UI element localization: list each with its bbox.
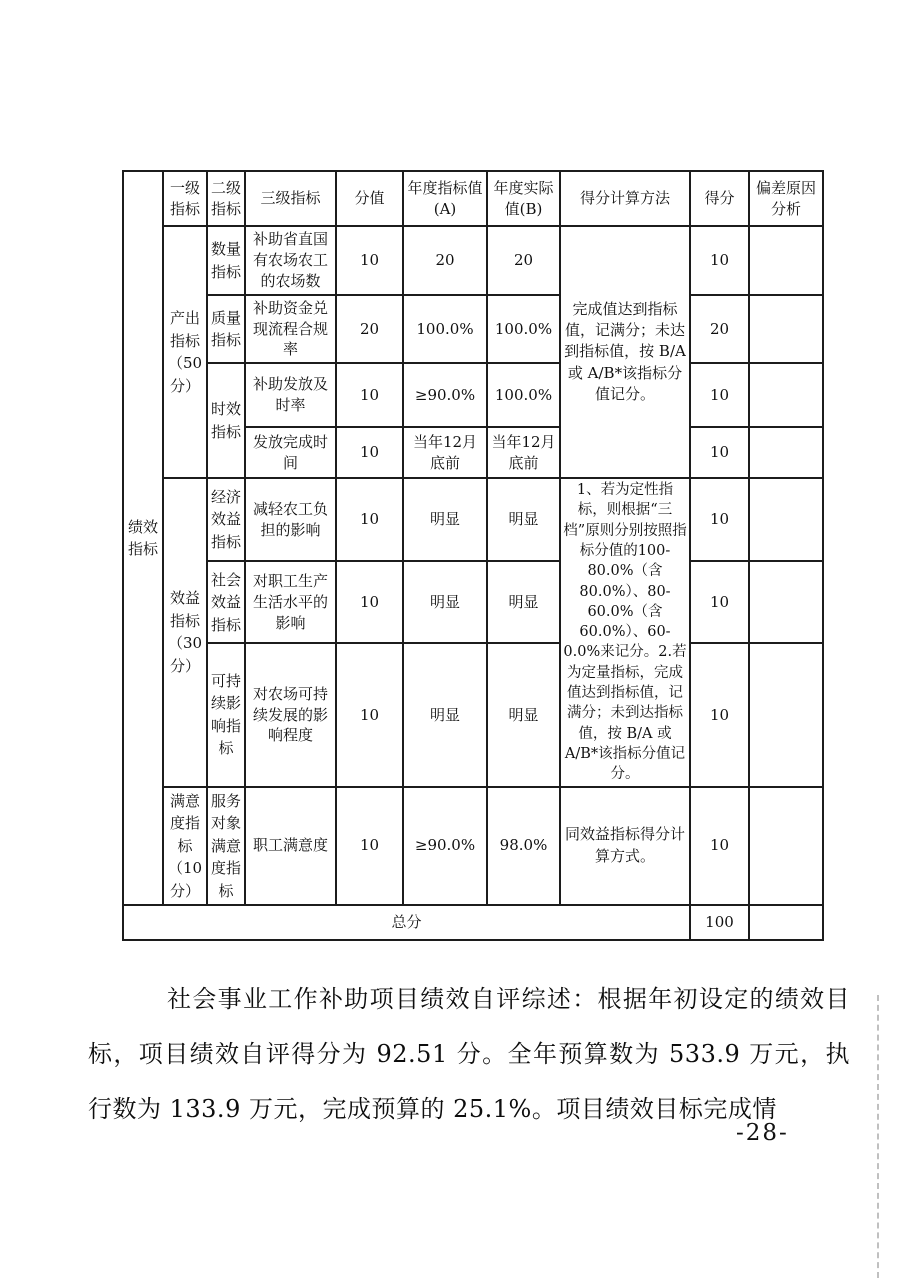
- cell-score: 10: [690, 226, 749, 295]
- cell-score-value: 20: [336, 295, 403, 363]
- group-satisfaction-indicator: 满意度指标（10分）: [163, 787, 207, 906]
- table-total-row: [123, 905, 823, 940]
- cell-annual-target: ≥90.0%: [403, 787, 487, 906]
- cell-level2: 可持续影响指标: [207, 643, 245, 786]
- cell-calc-method-output: 完成值达到指标值，记满分；未达到指标值，按 B/A 或 A/B*该指标分值记分。: [560, 226, 690, 478]
- header-score-value: 分值: [336, 171, 403, 226]
- group-output-indicator: 产出指标（50分）: [163, 226, 207, 478]
- header-score: 得分: [690, 171, 749, 226]
- header-level3: 三级指标: [245, 171, 336, 226]
- cell-level3: 对农场可持续发展的影响程度: [245, 643, 336, 786]
- cell-score-value: 10: [336, 226, 403, 295]
- cell-annual-target: 当年12月底前: [403, 427, 487, 478]
- cell-annual-target: 100.0%: [403, 295, 487, 363]
- cell-score-value: 10: [336, 478, 403, 561]
- table-header-row: [123, 171, 823, 226]
- cell-score: 10: [690, 478, 749, 561]
- cell-level3: 补助发放及时率: [245, 363, 336, 427]
- table-row: [123, 561, 823, 643]
- table-row: [123, 226, 823, 295]
- cell-annual-actual: 明显: [487, 561, 560, 643]
- cell-level3: 职工满意度: [245, 787, 336, 906]
- cell-annual-target: 明显: [403, 561, 487, 643]
- cell-level2: 质量指标: [207, 295, 245, 363]
- cell-annual-actual: 明显: [487, 478, 560, 561]
- cell-annual-actual: 98.0%: [487, 787, 560, 906]
- cell-deviation: [749, 478, 823, 561]
- cell-deviation: [749, 226, 823, 295]
- cell-score-value: 10: [336, 643, 403, 786]
- cell-annual-actual: 明显: [487, 643, 560, 786]
- page-number: -28-: [736, 1120, 789, 1146]
- cell-annual-target: 明显: [403, 478, 487, 561]
- cell-calc-method-benefit: 1、若为定性指标，则根据“三档”原则分别按照指标分值的100-80.0%（含80.0%）、80-60.0%（含60.0%）、60-0.0%来记分。2.若为定量指标，完成值达到指标值，记满分；未到达指标值，按 B/A 或 A/B*该指标分值记分。: [560, 478, 690, 786]
- cell-level3: 对职工生产生活水平的影响: [245, 561, 336, 643]
- table-row: [123, 478, 823, 561]
- cell-score: 10: [690, 643, 749, 786]
- cell-score-value: 10: [336, 561, 403, 643]
- cell-score-value: 10: [336, 787, 403, 906]
- table-row: [123, 363, 823, 427]
- group-benefit-indicator: 效益指标（30分）: [163, 478, 207, 786]
- total-score: 100: [690, 905, 749, 940]
- header-level1: 一级指标: [163, 171, 207, 226]
- cell-deviation: [749, 427, 823, 478]
- cell-score: 20: [690, 295, 749, 363]
- header-annual-actual: 年度实际值(B): [487, 171, 560, 226]
- cell-level3: 发放完成时间: [245, 427, 336, 478]
- cell-annual-target: ≥90.0%: [403, 363, 487, 427]
- cell-level2: 经济效益指标: [207, 478, 245, 561]
- cell-score: 10: [690, 787, 749, 906]
- table-row: [123, 643, 823, 786]
- table-row: [123, 295, 823, 363]
- header-level2: 二级指标: [207, 171, 245, 226]
- header-annual-target: 年度指标值(A): [403, 171, 487, 226]
- cell-deviation: [749, 643, 823, 786]
- cell-level2: 服务对象满意度指标: [207, 787, 245, 906]
- cell-deviation: [749, 905, 823, 940]
- cell-score: 10: [690, 363, 749, 427]
- cell-level2: 数量指标: [207, 226, 245, 295]
- header-calc-method: 得分计算方法: [560, 171, 690, 226]
- total-label: 总分: [123, 905, 690, 940]
- table-row: [123, 787, 823, 906]
- cell-annual-actual: 100.0%: [487, 295, 560, 363]
- performance-indicator-table: [122, 170, 824, 941]
- cell-level3: 补助资金兑现流程合规率: [245, 295, 336, 363]
- cell-deviation: [749, 363, 823, 427]
- cell-score-value: 10: [336, 427, 403, 478]
- cell-annual-actual: 100.0%: [487, 363, 560, 427]
- cell-annual-target: 明显: [403, 643, 487, 786]
- cell-deviation: [749, 787, 823, 906]
- side-label-performance-indicators: 绩效指标: [123, 171, 163, 905]
- cell-deviation: [749, 295, 823, 363]
- header-deviation: 偏差原因分析: [749, 171, 823, 226]
- cell-level3: 补助省直国有农场农工的农场数: [245, 226, 336, 295]
- cell-level3: 减轻农工负担的影响: [245, 478, 336, 561]
- cell-annual-actual: 20: [487, 226, 560, 295]
- self-evaluation-summary-paragraph: 社会事业工作补助项目绩效自评综述：根据年初设定的绩效目标，项目绩效自评得分为 92.51 分。全年预算数为 533.9 万元，执行数为 133.9 万元，完成预算的 25.1%。项目绩效目标完成情: [88, 985, 850, 1123]
- cell-calc-method-satisfaction: 同效益指标得分计算方式。: [560, 787, 690, 906]
- cell-score: 10: [690, 427, 749, 478]
- cell-score: 10: [690, 561, 749, 643]
- cell-annual-target: 20: [403, 226, 487, 295]
- cell-level2: 社会效益指标: [207, 561, 245, 643]
- cell-deviation: [749, 561, 823, 643]
- cell-score-value: 10: [336, 363, 403, 427]
- cell-level2-timeliness: 时效指标: [207, 363, 245, 478]
- page-fold-dashed-line: [877, 995, 879, 1278]
- cell-annual-actual: 当年12月底前: [487, 427, 560, 478]
